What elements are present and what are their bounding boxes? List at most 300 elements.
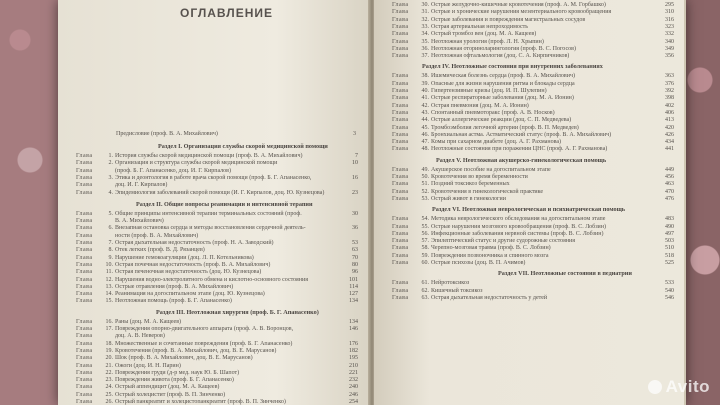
chapter-label: Глава: [76, 189, 93, 196]
chapter-page: 134: [349, 298, 358, 305]
chapter-number: 37.: [421, 53, 429, 60]
chapter-number: 15.: [105, 298, 113, 305]
chapter-label: Глава: [76, 283, 93, 290]
chapter-title: Острые нарушения мозгового кровообращения (проф. В. С. Лобзин): [431, 223, 606, 230]
chapter-number: 10.: [105, 261, 113, 268]
chapter-label: Глава: [392, 16, 409, 23]
chapter-label: Глава: [392, 109, 409, 116]
chapter-title: Повреждения груди (д-р мед. наук Ю. Б. Шапот): [115, 369, 240, 376]
chapter-title: Острая печеночная недостаточность (доц. Ю. Кузнецова): [115, 269, 262, 276]
chapter-number: 20.: [105, 355, 113, 362]
chapter-number: 57.: [421, 238, 429, 245]
chapter-number: 18.: [105, 340, 113, 347]
chapter-number: 46.: [421, 131, 429, 138]
chapter-title: ности (проф. В. А. Михайлович): [115, 232, 199, 239]
toc-entry: [392, 39, 674, 46]
chapter-number: 25.: [105, 391, 113, 398]
chapter-label: Глава: [392, 88, 409, 94]
chapter-label: Глава: [392, 294, 409, 301]
toc-entry: [76, 277, 358, 284]
toc-entry: [392, 24, 674, 31]
toc-entry: [392, 280, 674, 287]
chapter-label: Глава: [76, 399, 93, 405]
chapter-title: Острые психозы (доц. В. П. Ачимов): [431, 260, 526, 266]
chapter-label: Глава: [392, 223, 409, 230]
chapter-title: Повреждения позвоночника и спинного мозга: [431, 252, 549, 259]
chapter-number: 61.: [421, 280, 429, 287]
chapter-page: 363: [665, 73, 674, 80]
chapter-label: Глава: [392, 252, 409, 259]
watermark: [648, 377, 710, 397]
toc-entry: [392, 196, 674, 203]
toc-entry: [392, 117, 674, 124]
chapter-page: 503: [665, 238, 674, 245]
chapter-number: 1.: [108, 153, 113, 159]
chapter-number: 9.: [108, 254, 113, 261]
chapter-title: Острые респираторные заболевания (доц. М. А. Ионин): [431, 95, 574, 102]
chapter-label: Глава: [76, 347, 93, 354]
chapter-page: 70: [352, 254, 358, 261]
toc-entry: [76, 355, 358, 362]
chapter-label: Глава: [76, 261, 93, 268]
chapter-page: 80: [352, 261, 358, 268]
chapter-page: 182: [349, 347, 358, 354]
chapter-page: 53: [352, 240, 358, 246]
toc-entry: [76, 175, 358, 182]
chapter-number: 42.: [421, 102, 429, 109]
toc-entry: [76, 319, 358, 326]
chapter-title: Инфекционные заболевания нервной системы (проф. В. С. Лобзин): [431, 230, 604, 237]
toc-entry: [76, 341, 358, 348]
chapter-page: 476: [665, 195, 674, 202]
chapter-title: Поздний токсикоз беременных: [431, 181, 510, 188]
chapter-title: Ожоги (доц. И. Н. Парин): [115, 362, 181, 369]
chapter-label: Глава: [392, 23, 409, 30]
chapter-number: 13.: [105, 283, 113, 290]
watermark-text: Avito: [665, 377, 710, 396]
chapter-title: Эпидемиология заболеваний скорой помощи (И. Г. Кирпалов, доц. Ю. Кузнецова): [115, 189, 325, 196]
section-heading: Раздел I. Организация службы скорой медицинской помощи: [158, 143, 328, 150]
chapter-title: Опасные для жизни нарушения ритма и блокады сердца: [431, 80, 575, 87]
chapter-label: Глава: [392, 280, 409, 287]
chapter-page: 232: [349, 377, 358, 384]
chapter-label: Глава: [76, 167, 93, 174]
chapter-label: Глава: [392, 216, 409, 223]
chapter-title: Острая почечная недостаточность (проф. В. А. Михайлович): [115, 261, 271, 268]
chapter-label: Глава: [392, 80, 409, 87]
toc-entry: [76, 240, 358, 247]
chapter-title: Гипертензивные кризы (доц. И. П. Шулепин): [431, 88, 547, 94]
toc-entry: [76, 160, 358, 167]
chapter-label: Глава: [392, 238, 409, 245]
chapter-number: 17.: [105, 326, 113, 332]
chapter-label: Глава: [392, 53, 409, 60]
chapter-number: 56.: [421, 230, 429, 237]
chapter-title: Неотложная офтальмология (доц. С. А. Кирпичников): [431, 53, 570, 60]
chapter-number: 50.: [421, 174, 429, 180]
chapter-title: Острый аппендицит (доц. М. А. Кащеев): [115, 384, 220, 391]
chapter-number: 21.: [105, 362, 113, 369]
chapter-title: Неотложная помощь (проф. Б. Г. Апанасенко): [115, 298, 232, 305]
chapter-number: 31.: [421, 9, 429, 16]
toc-entry: [76, 153, 358, 160]
chapter-label: Глава: [76, 218, 93, 225]
chapter-label: Глава: [392, 181, 409, 188]
chapter-number: 40.: [421, 88, 429, 94]
chapter-page: 316: [665, 16, 674, 23]
chapter-page: 340: [665, 38, 674, 45]
chapter-label: Глава: [392, 245, 409, 252]
chapter-title: Острый живот в гинекологии: [431, 195, 506, 202]
chapter-page: 176: [349, 340, 358, 347]
chapter-label: Глава: [392, 260, 409, 266]
chapter-page: 310: [665, 9, 674, 16]
chapter-page: 23: [352, 189, 358, 196]
chapter-number: 38.: [421, 73, 429, 80]
chapter-page: 376: [665, 80, 674, 87]
toc-entry: [76, 247, 358, 254]
chapter-number: 12.: [105, 276, 113, 283]
chapter-page: 36: [352, 225, 358, 232]
toc-entry: [76, 190, 358, 197]
chapter-label: Глава: [392, 174, 409, 180]
chapter-title: Черепно-мозговая травма (проф. В. С. Лобзин): [431, 245, 551, 252]
toc-entry: [76, 233, 358, 240]
chapter-label: Глава: [392, 45, 409, 52]
open-book: [58, 0, 686, 405]
chapter-label: Глава: [76, 369, 93, 376]
chapter-page: 101: [349, 276, 358, 283]
chapter-label: Глава: [76, 298, 93, 305]
toc-entry: [392, 224, 674, 231]
chapter-title: Кровотечения в гинекологической практике: [431, 188, 544, 195]
chapter-title: Акушерское пособие на догоспитальном этапе: [431, 166, 551, 173]
chapter-title: Острая дыхательная недостаточность (проф. Н. А. Заводский): [115, 240, 274, 246]
chapter-label: Глава: [392, 230, 409, 237]
toc-entry: [392, 260, 674, 267]
toc-entry: [392, 95, 674, 102]
chapter-title: доц. И. Г. Кирпалов): [115, 182, 168, 189]
chapter-label: Глава: [76, 333, 93, 340]
chapter-title: Острые и хронические нарушения мезентериального кровообращения: [431, 9, 612, 16]
chapter-page: 240: [349, 384, 358, 391]
chapter-title: Реанимация на догоспитальном этапе (доц. Ю. Кузнецова): [115, 291, 265, 298]
toc-entry: [392, 2, 674, 9]
chapter-page: 533: [665, 280, 674, 287]
chapter-page: 449: [665, 166, 674, 173]
toc-entry: [392, 81, 674, 88]
chapter-title: Неотложная урология (проф. Л. Н. Хрыпин): [431, 38, 544, 45]
chapter-title: В. А. Михайлович): [115, 218, 164, 225]
toc-entry: [76, 384, 358, 391]
chapter-label: Глава: [76, 384, 93, 391]
chapter-number: 19.: [105, 347, 113, 354]
chapter-title: Нарушение гемокоагуляции (доц. Л. П. Котельникова): [115, 254, 254, 261]
chapter-title: Неотложная оториноларингология (проф. В. С. Погосов): [431, 45, 576, 52]
toc-entry: [76, 284, 358, 291]
chapter-page: 332: [665, 31, 674, 38]
chapter-title: Острые отравления (проф. В. А. Михайлович): [115, 283, 234, 290]
chapter-number: 59.: [421, 252, 429, 259]
toc-entry: [392, 125, 674, 132]
chapter-number: 6.: [108, 225, 113, 232]
chapter-title: Тромбоэмболия легочной артерии (проф. В. П. Медведев): [431, 124, 579, 131]
chapter-number: 63.: [421, 294, 429, 301]
chapter-title: Спонтанный пневмоторакс (проф. А. В. Носков): [431, 109, 555, 116]
chapter-page: 114: [349, 283, 358, 290]
chapter-title: Раны (доц. М. А. Кащеев): [115, 318, 182, 325]
chapter-title: Комы при сахарном диабете (доц. А. Г. Рахманова): [431, 139, 561, 146]
chapter-title: Острый тромбоз вен (доц. М. А. Кащеев): [431, 31, 537, 38]
page-title: ОГЛАВЛЕНИЕ: [180, 6, 274, 20]
toc-entry: [392, 216, 674, 223]
chapter-title: Острый панкреатит и холецистопанкреатит (проф. В. П. Зинченко): [115, 399, 286, 405]
chapter-page: 246: [349, 391, 358, 398]
chapter-title: (проф. Б. Г. Апанасенко, доц. И. Г. Кирпалов): [115, 167, 231, 174]
chapter-label: Глава: [392, 117, 409, 124]
chapter-label: Глава: [392, 188, 409, 195]
chapter-page: 398: [665, 95, 674, 102]
chapter-title: Бронхиальная астма. Астматический статус (проф. В. А. Михайлович): [431, 131, 612, 138]
toc-entry: [76, 262, 358, 269]
chapter-number: 22.: [105, 369, 113, 376]
toc-entry: [392, 88, 674, 95]
toc-entry: [76, 269, 358, 276]
toc-entry: [392, 231, 674, 238]
chapter-title: Острые заболевания и повреждения магистральных сосудов: [431, 16, 586, 23]
chapter-number: 62.: [421, 287, 429, 294]
toc-entry: [76, 182, 358, 189]
chapter-title: Неотложные состояния при поражении ЦНС (проф. А. Г. Рахманова): [431, 146, 608, 153]
chapter-title: Внезапная остановка сердца и методы восстановления сердечной деятель-: [115, 225, 306, 232]
chapter-page: 127: [349, 291, 358, 298]
chapter-title: Методика неврологического обследования на догоспитальном этапе: [431, 216, 606, 223]
chapter-number: 16.: [105, 318, 113, 325]
toc-entry: [392, 17, 674, 24]
chapter-number: 11.: [105, 269, 113, 276]
chapter-label: Глава: [392, 195, 409, 202]
toc-entry: [76, 168, 358, 175]
chapter-label: Глава: [76, 391, 93, 398]
chapter-number: 8.: [108, 247, 113, 254]
chapter-number: 35.: [421, 38, 429, 45]
chapter-title: Нарушения водно-электролитного обмена и кислотно-основного состояния: [115, 276, 308, 283]
chapter-number: 44.: [421, 117, 429, 124]
toc-entry: [76, 392, 358, 399]
chapter-title: Шок (проф. В. А. Михайлович, доц. В. Е. Марусанов): [115, 355, 253, 362]
chapter-title: Повреждения живота (проф. Б. Г. Апанасенко): [115, 377, 234, 384]
chapter-page: 402: [665, 102, 674, 109]
chapter-page: 323: [665, 23, 674, 30]
chapter-number: 48.: [421, 146, 429, 153]
chapter-page: 210: [349, 362, 358, 369]
chapter-number: 55.: [421, 223, 429, 230]
chapter-label: Глава: [392, 9, 409, 16]
chapter-number: 33.: [421, 23, 429, 30]
chapter-label: Глава: [392, 166, 409, 173]
chapter-number: 41.: [421, 95, 429, 102]
chapter-page: 426: [665, 131, 674, 138]
chapter-number: 36.: [421, 45, 429, 52]
chapter-label: Глава: [76, 174, 93, 181]
chapter-label: Глава: [76, 153, 93, 159]
chapter-number: 5.: [108, 210, 113, 217]
chapter-title: Этика и деонтология в работе врача скорой помощи (проф. Б. Г. Апанасенко,: [115, 174, 312, 181]
toc-entry: [76, 363, 358, 370]
chapter-page: 441: [665, 146, 674, 153]
chapter-number: 43.: [421, 109, 429, 116]
chapter-page: 195: [349, 355, 358, 362]
chapter-label: Глава: [76, 269, 93, 276]
chapter-label: Глава: [392, 38, 409, 45]
chapter-page: 7: [355, 153, 358, 159]
chapter-label: Глава: [392, 73, 409, 80]
chapter-page: 470: [665, 188, 674, 195]
chapter-label: Глава: [76, 225, 93, 232]
toc-entry: [76, 333, 358, 340]
chapter-number: 54.: [421, 216, 429, 223]
chapter-page: 10: [352, 160, 358, 167]
chapter-page: 483: [665, 216, 674, 223]
section-heading: Раздел III. Неотложная хирургия (проф. Б. Г. Апанасенко): [156, 308, 319, 316]
chapter-page: 146: [349, 326, 358, 332]
chapter-page: 295: [665, 2, 674, 8]
section-heading: Раздел IV. Неотложные состояния при внутренних заболеваниях: [422, 63, 603, 71]
chapter-label: Глава: [392, 2, 409, 8]
chapter-title: Острые аллергические реакции (доц. С. П. Медведева): [431, 117, 572, 124]
section-heading: Раздел VII. Неотложные состояния в педиатрии: [498, 270, 632, 278]
left-page: [58, 0, 370, 405]
chapter-page: 63: [352, 247, 358, 254]
toc-entry: [76, 225, 358, 232]
chapter-page: 413: [665, 117, 674, 124]
chapter-label: Глава: [76, 326, 93, 332]
chapter-title: Острые желудочно-кишечные кровотечения (проф. А. М. Горбашко): [431, 2, 606, 8]
section-heading: Раздел V. Неотложная акушерско-гинекологическая помощь: [436, 156, 607, 164]
chapter-label: Глава: [76, 182, 93, 189]
chapter-page: 392: [665, 88, 674, 94]
chapter-page: 134: [349, 318, 358, 325]
chapter-title: Острый холецистит (проф. В. П. Зинченко): [115, 391, 226, 398]
chapter-label: Глава: [392, 131, 409, 138]
chapter-number: 24.: [105, 384, 113, 391]
chapter-title: Общие принципы интенсивной терапии терминальных состояний (проф.: [115, 210, 302, 217]
chapter-page: 96: [352, 269, 358, 276]
chapter-number: 53.: [421, 195, 429, 202]
chapter-number: 60.: [421, 260, 429, 266]
toc-entry: [392, 9, 674, 16]
chapter-label: Глава: [392, 124, 409, 131]
chapter-page: 349: [665, 45, 674, 52]
toc-entry: [392, 288, 674, 295]
toc-entry: [76, 211, 358, 218]
toc-entry: [392, 132, 674, 139]
preface-line: [116, 131, 356, 137]
chapter-label: Глава: [76, 232, 93, 239]
toc-entry: [392, 53, 674, 60]
chapter-title: Отек легких (проф. В. Д. Рязанцев): [115, 247, 205, 254]
chapter-number: 49.: [421, 166, 429, 173]
chapter-number: 34.: [421, 31, 429, 38]
chapter-page: 434: [665, 139, 674, 146]
chapter-number: 4.: [108, 189, 113, 196]
toc-entry: [392, 174, 674, 181]
toc-entry: [76, 348, 358, 355]
chapter-title: Множественные и сочетанные повреждения (проф. Б. Г. Апанасенко): [115, 340, 293, 347]
chapter-label: Глава: [76, 291, 93, 298]
chapter-title: Эпилептический статус и другие судорожные состояния: [431, 238, 576, 245]
chapter-page: 456: [665, 174, 674, 180]
chapter-label: Глава: [76, 355, 93, 362]
toc-entry: [76, 298, 358, 305]
toc-entry: [392, 245, 674, 252]
toc-entry: [392, 189, 674, 196]
chapter-title: Нейротоксикоз: [431, 280, 470, 287]
chapter-number: 3.: [108, 174, 113, 181]
chapter-title: История службы скорой медицинской помощи (проф. В. А. Михайлович): [115, 153, 303, 159]
toc-entry: [392, 253, 674, 260]
toc-entry: [392, 167, 674, 174]
chapter-number: 30.: [421, 2, 429, 8]
toc-entry: [76, 326, 358, 333]
chapter-title: Острая артериальная непроходимость: [431, 23, 529, 30]
toc-entry: [392, 31, 674, 38]
chapter-page: 406: [665, 109, 674, 116]
toc-entry: [392, 73, 674, 80]
chapter-label: Глава: [392, 95, 409, 102]
chapter-page: 497: [665, 230, 674, 237]
chapter-title: Кровотечения (проф. В. А. Михайлович, доц. В. Е. Марусанов): [115, 347, 277, 354]
chapter-label: Глава: [392, 146, 409, 153]
chapter-label: Глава: [76, 362, 93, 369]
section-heading: Раздел II. Общие вопросы реанимации и интенсивной терапии: [136, 200, 313, 208]
toc-entry: [392, 46, 674, 53]
chapter-number: 52.: [421, 188, 429, 195]
chapter-label: Глава: [392, 139, 409, 146]
chapter-title: Острая пневмония (доц. М. А. Ионин): [431, 102, 529, 109]
toc-entry: [76, 370, 358, 377]
toc-entry: [76, 399, 358, 405]
avito-logo-icon: [648, 380, 662, 394]
chapter-page: 546: [665, 294, 674, 301]
chapter-label: Глава: [392, 102, 409, 109]
preface-page: 3: [353, 131, 356, 137]
chapter-number: 32.: [421, 16, 429, 23]
chapter-label: Глава: [76, 160, 93, 167]
toc-entry: [392, 103, 674, 110]
chapter-page: 525: [665, 260, 674, 266]
chapter-page: 16: [352, 174, 358, 181]
chapter-label: Глава: [392, 31, 409, 38]
chapter-title: Острая дыхательная недостаточность у детей: [431, 294, 548, 301]
section-heading: Раздел VI. Неотложная неврологическая и психиатрическая помощь: [432, 206, 626, 214]
toc-entry: [392, 181, 674, 188]
chapter-title: Повреждения опорно-двигательного аппарата (проф. А. В. Воронцов,: [115, 326, 294, 332]
chapter-number: 45.: [421, 124, 429, 131]
chapter-number: 39.: [421, 80, 429, 87]
chapter-page: 510: [665, 245, 674, 252]
toc-entry: [392, 110, 674, 117]
chapter-page: 30: [352, 210, 358, 217]
chapter-number: 7.: [108, 240, 113, 246]
chapter-page: 463: [665, 181, 674, 188]
chapter-label: Глава: [76, 254, 93, 261]
chapter-label: Глава: [76, 318, 93, 325]
chapter-page: 356: [665, 53, 674, 60]
chapter-title: Организация и структура службы скорой медицинской помощи: [115, 160, 278, 167]
toc-entry: [392, 295, 674, 302]
chapter-title: Кровотечения во время беременности: [431, 174, 528, 180]
